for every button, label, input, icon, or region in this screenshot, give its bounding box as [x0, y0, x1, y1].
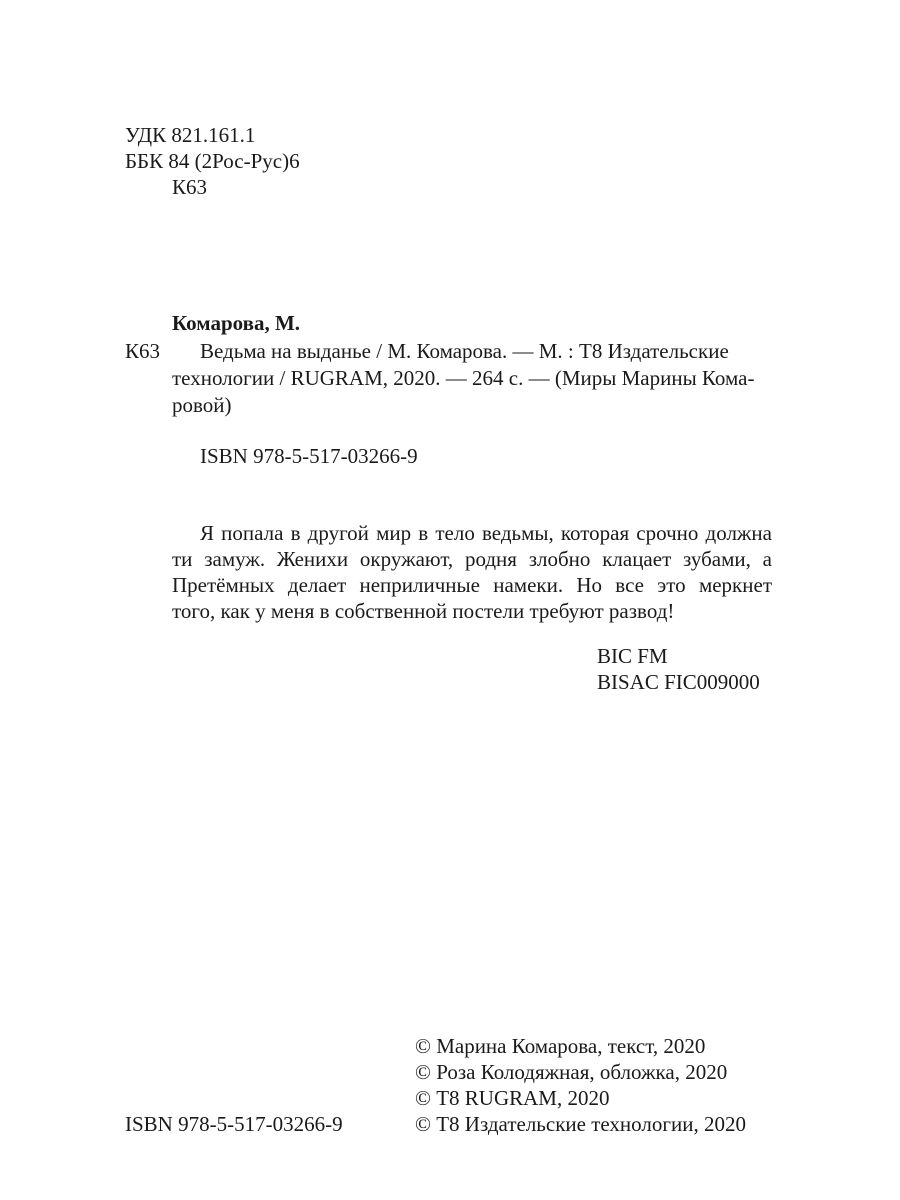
copyright-line: © Роза Колодяжная, обложка, 2020 — [415, 1060, 728, 1084]
subject-codes — [597, 643, 760, 695]
annotation — [172, 520, 772, 624]
record-author: Комарова, М. — [172, 311, 301, 335]
copyright-line: © Т8 Издательские технологии, 2020 — [415, 1112, 746, 1136]
record-title-line-1: Ведьма на выданье / М. Комарова. — М. : Т8 Издательские — [200, 339, 729, 363]
record-author-mark: К63 — [125, 339, 161, 363]
annotation-line-4: того, как у меня в собственной постели требуют развод! — [172, 599, 675, 623]
udk-code: УДК 821.161.1 — [125, 123, 256, 147]
bbk-code: ББК 84 (2Рос-Рус)6 — [125, 149, 300, 173]
classification-block — [125, 122, 300, 200]
bisac-code: BISAC FIC009000 — [597, 670, 760, 694]
record-title-line-2: технологии / RUGRAM, 2020. — 264 с. — (Миры Марины Кома- — [172, 366, 755, 390]
bic-code: BIC FM — [597, 644, 668, 668]
footer-isbn: ISBN 978-5-517-03266-9 — [125, 1112, 343, 1136]
copyright-notices — [415, 1033, 746, 1137]
copyright-line: © Марина Комарова, текст, 2020 — [415, 1034, 706, 1058]
annotation-line-3: Претёмных делает неприличные намеки. Но все это меркнет — [172, 573, 772, 597]
annotation-line-2: ти замуж. Женихи окружают, родня злобно клацает зубами, а — [172, 547, 772, 571]
author-mark: К63 — [172, 175, 208, 199]
annotation-line-1: Я попала в другой мир в тело ведьмы, которая срочно должна — [200, 521, 772, 545]
record-title-line-3: ровой) — [172, 393, 232, 417]
record-isbn: ISBN 978-5-517-03266-9 — [200, 444, 418, 468]
copyright-line: © Т8 RUGRAM, 2020 — [415, 1086, 610, 1110]
